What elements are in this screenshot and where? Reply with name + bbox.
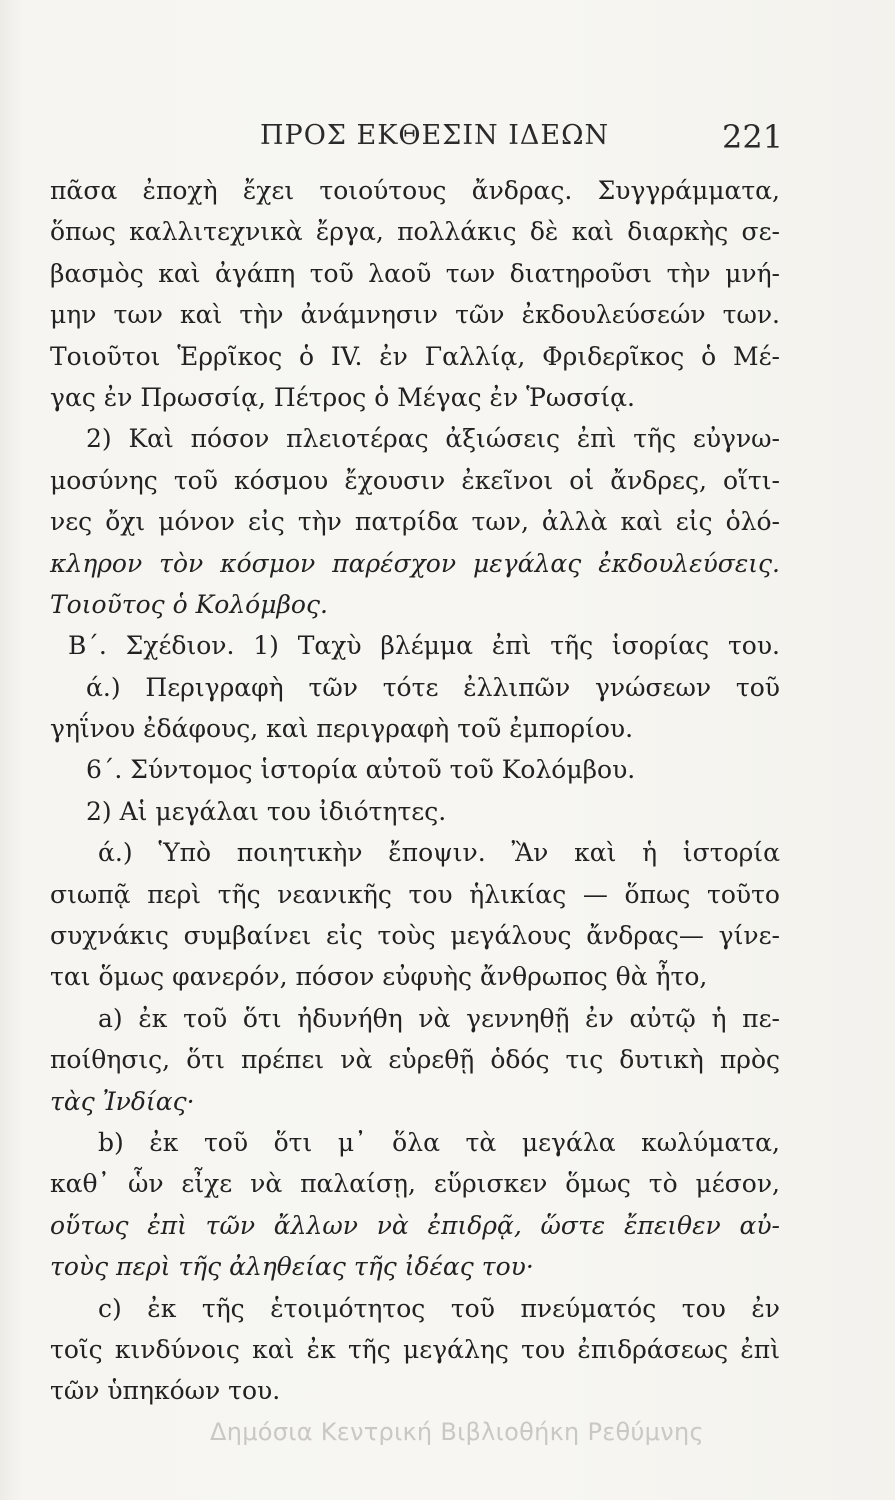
text-line: γας ἐν Πρωσσίᾳ, Πέτρος ὁ Μέγας ἐν Ῥωσσίᾳ. (50, 382, 635, 412)
text-line: τοὺς περὶ τῆς ἀληθείας τῆς ἰδέας του· (50, 1252, 534, 1282)
text-line: μην των καὶ τὴν ἀνάμνησιν τῶν ἐκδουλεύσεών των. (50, 300, 780, 330)
text-line: ται ὅμως φανερόν, πόσον εὐφυὴς ἄνθρωπος θὰ ἦτο, (50, 962, 708, 992)
text-line: 2) Αἱ μεγάλαι του ἰδιότητες. (86, 796, 447, 826)
text-line: b) ἐκ τοῦ ὅτι μ᾽ ὅλα τὰ μεγάλα κωλύματα, (98, 1127, 780, 1157)
text-line: 6΄. Σύντομος ἱστορία αὐτοῦ τοῦ Κολόμβου. (86, 755, 636, 785)
text-line: ὅπως καλλιτεχνικὰ ἔργα, πολλάκις δὲ καὶ διαρκὴς σε- (50, 217, 780, 247)
text-line: οὕτως ἐπὶ τῶν ἄλλων νὰ ἐπιδρᾷ, ὥστε ἔπειθεν αὐ- (50, 1210, 780, 1240)
text-line: ποίθησις, ὅτι πρέπει νὰ εὑρεθῇ ὁδός τις δυτικὴ πρὸς (50, 1045, 780, 1075)
text-line: τῶν ὑπηκόων του. (50, 1376, 281, 1406)
running-title: ΠΡΟΣ ΕΚΘΕΣΙΝ ΙΔΕΩΝ (260, 120, 610, 151)
text-line: γηΐνου ἐδάφους, καὶ περιγραφὴ τοῦ ἐμπορίου. (50, 714, 634, 744)
text-line: τοῖς κινδύνοις καὶ ἐκ τῆς μεγάλης του ἐπιδράσεως ἐπὶ (50, 1334, 780, 1364)
text-line: ά.) Ὑπὸ ποιητικὴν ἔποψιν. Ἂν καὶ ἡ ἱστορία (98, 838, 780, 868)
text-line: μοσύνης τοῦ κόσμου ἔχουσιν ἐκεῖνοι οἱ ἄνδρες, οἵτι- (50, 465, 780, 495)
text-line: Τοιοῦτοι Ἑρρῖκος ὁ IV. ἐν Γαλλίᾳ, Φριδερῖκος ὁ Μέ- (50, 341, 780, 371)
library-watermark: Δημόσια Κεντρική Βιβλιοθήκη Ρεθύμνης (210, 1418, 704, 1446)
text-line: c) ἐκ τῆς ἑτοιμότητος τοῦ πνεύματός του ἐν (98, 1293, 780, 1323)
text-line: ά.) Περιγραφὴ τῶν τότε ἐλλιπῶν γνώσεων τοῦ (86, 672, 780, 702)
text-line: 2) Καὶ πόσον πλειοτέρας ἀξιώσεις ἐπὶ τῆς εὐγνω- (86, 424, 780, 454)
text-line: βασμὸς καὶ ἀγάπη τοῦ λαοῦ των διατηροῦσι τὴν μνή- (50, 258, 780, 288)
text-line: κληρον τὸν κόσμον παρέσχον μεγάλας ἐκδουλεύσεις. (50, 548, 780, 578)
text-line: Β΄. Σχέδιον. 1) Ταχὺ βλέμμα ἐπὶ τῆς ἱσορίας του. (68, 631, 780, 661)
text-line: a) ἐκ τοῦ ὅτι ἠδυνήθη νὰ γεννηθῇ ἐν αὐτῷ ἡ πε- (98, 1003, 780, 1033)
text-line: πᾶσα ἐποχὴ ἔχει τοιούτους ἄνδρας. Συγγράμματα, (50, 176, 780, 205)
text-line: τὰς Ἰνδίας· (50, 1086, 195, 1116)
page-number: 221 (722, 118, 784, 156)
text-line: νες ὄχι μόνον εἰς τὴν πατρίδα των, ἀλλὰ καὶ εἰς ὁλό- (50, 507, 780, 537)
text-line: σιωπᾷ περὶ τῆς νεανικῆς του ἡλικίας — ὅπως τοῦτο (50, 879, 780, 909)
text-line: συχνάκις συμβαίνει εἰς τοὺς μεγάλους ἄνδρας— γίνε- (50, 921, 780, 951)
text-line: Τοιοῦτος ὁ Κολόμβος. (50, 589, 328, 619)
page-header (0, 118, 895, 158)
body-text (50, 170, 780, 1412)
text-line: καθ᾽ ὧν εἶχε νὰ παλαίσῃ, εὕρισκεν ὅμως τὸ μέσον, (50, 1169, 780, 1199)
